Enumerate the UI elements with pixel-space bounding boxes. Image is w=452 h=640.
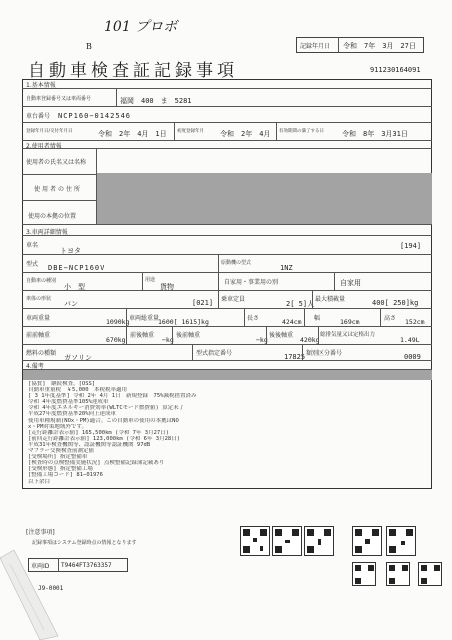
height-value: 152cm (405, 318, 425, 326)
note-line: [検査時の点検整備実施状況] 点検整備記録簿記載あり (28, 460, 165, 467)
bottom-code: J9-0001 (38, 585, 64, 592)
record-date-label: 記録年月日 (300, 43, 331, 50)
use-value: 貨物 (160, 283, 174, 291)
vehicle-id-label: 車両ID (31, 563, 50, 570)
model-label: 型式 (26, 261, 39, 268)
width-value: 169cm (340, 318, 360, 326)
remarks-heading: [注意事項] (26, 529, 55, 536)
section-notes-heading: 4.備考 (26, 363, 44, 370)
engine-label: 原動機の型式 (221, 260, 252, 266)
displacement-label: 総排気量又は定格出力 (320, 332, 376, 338)
redacted-notes-band (23, 370, 432, 380)
vin-label: 車台番号 (26, 113, 51, 120)
rear-front-axle-value: −kg (256, 336, 268, 344)
fuel-label: 燃料の種類 (26, 350, 57, 357)
biz-use-value: 自家用 (340, 279, 361, 287)
front-rear-axle-label: 前後軸重 (130, 332, 155, 339)
class-number-label: 類別区分番号 (306, 350, 343, 357)
qr-code-icon (386, 526, 416, 556)
qr-code-icon (304, 526, 334, 556)
type-designation-label: 型式指定番号 (196, 350, 233, 357)
vehicle-kind-label: 自動車の種別 (26, 278, 57, 284)
note-line: 令和 4年度エネルギー消費効率(WLTCモード燃費値) 算定未了 (28, 405, 185, 412)
tape-scrap-decoration (0, 550, 60, 640)
capacity-label: 乗車定員 (221, 296, 246, 303)
note-line: 以下余白 (28, 478, 51, 485)
front-front-axle-value: 670kg (106, 336, 126, 344)
note-line: 自動車重量税 ￥5,000 本税税率適用 (28, 387, 128, 394)
initial-reg-value: 令和 2年 4月 (220, 130, 271, 138)
width-label: 幅 (314, 315, 321, 322)
vin-value: NCP160−0142546 (58, 112, 132, 120)
notes-block (28, 381, 198, 485)
base-location-label: 使用の本拠の位置 (28, 213, 77, 220)
body-shape-label: 車体の形状 (26, 296, 52, 302)
handwritten-mark: B (86, 42, 92, 51)
first-reg-label: 登録年月日/交付年月日 (26, 129, 73, 134)
reg-number-label: 自動車登録番号又は車両番号 (26, 96, 92, 102)
qr-code-icon (352, 562, 376, 586)
reg-number-value: 福岡 400 ま 5281 (120, 97, 192, 105)
max-load-value: 400[ 250]kg (372, 299, 419, 307)
note-line: 平成31年検査機関等、認証機関等認証機関 97dB (28, 441, 151, 448)
rear-front-axle-label: 後前軸重 (176, 332, 201, 339)
qr-code-icon (352, 526, 382, 556)
first-reg-value: 令和 2年 4月 1日 (98, 130, 167, 138)
type-designation-value: 17825 (284, 353, 306, 361)
note-line: 令和 4年度燃費基準105%達成車 (28, 399, 109, 406)
document-number: 911230164091 (370, 66, 421, 74)
model-value: DBE−NCP160V (48, 264, 106, 272)
user-address-label: 使用者の住所 (34, 186, 83, 193)
note-line: x・PM対策地域外です。 (28, 423, 87, 430)
expiry-label: 有効期間の満了する日 (279, 129, 324, 134)
length-value: 424cm (282, 318, 302, 326)
handwritten-note: 101 プロボ (104, 19, 178, 35)
weight-label: 車両重量 (26, 315, 51, 322)
weight-value: 1090kg (106, 318, 130, 326)
qr-code-icon (418, 562, 442, 586)
front-rear-axle-value: −kg (162, 336, 174, 344)
qr-code-icon (240, 526, 270, 556)
biz-use-label: 自家用・事業用の別 (224, 279, 279, 286)
body-shape-value: バン (64, 300, 78, 308)
remarks-text: 記録事項はシステム登録時点の情報となります (32, 540, 137, 546)
fuel-value: ガソリン (64, 354, 92, 362)
document-title: 自動車検査証記録事項 (28, 61, 238, 81)
height-label: 高さ (384, 315, 397, 322)
section-basic-heading: 1.基本情報 (26, 82, 56, 89)
note-line: [ 3 1年度基準] 令和 2年 4月 1日 新規登録 75%減税措置済み (28, 393, 197, 400)
body-shape-code: [021] (192, 299, 214, 307)
note-line: [受検場所] 指定整備車 (28, 454, 88, 461)
use-label: 用途 (145, 277, 156, 283)
make-code: [194] (400, 242, 422, 250)
displacement-value: 1.49L (400, 336, 420, 344)
expiry-value: 令和 8年 3月31日 (342, 130, 408, 138)
vehicle-id-value: T9464FT3763357 (61, 562, 112, 569)
capacity-value: 2[ 5]人 (286, 300, 315, 308)
section-vehicle-heading: 3.車両詳細情報 (26, 229, 68, 236)
qr-code-icon (386, 562, 410, 586)
redacted-user-info (97, 173, 432, 224)
note-line: 平成27年度燃費基準20%向上達成車 (28, 411, 117, 418)
engine-value: 1NZ (280, 264, 293, 272)
max-load-label: 最大積載量 (315, 296, 346, 303)
class-number-value: 0009 (404, 353, 421, 361)
initial-reg-label: 初度登録年月 (177, 129, 204, 134)
note-line: 使用車種規制(NOx・PM)適合。この自動車の使用の本拠はNO (28, 417, 179, 424)
rear-rear-axle-label: 後後軸重 (269, 332, 294, 339)
rear-rear-axle-value: 420kg (300, 336, 320, 344)
note-line: [受検形態] 指定整備工場 (28, 466, 93, 473)
section-user-heading: 2.使用者情報 (26, 143, 62, 150)
note-line: [前回走行距離計表示値] 123,000km (令和 6年 3月28日) (28, 435, 181, 442)
length-label: 長さ (247, 315, 260, 322)
make-value: トヨタ (60, 247, 81, 255)
user-name-label: 使用者の氏名又は名称 (26, 159, 87, 166)
gross-weight-label: 車両総重量 (129, 315, 160, 322)
note-line: [整備工場コード] 81−01976 (28, 472, 103, 479)
note-line: [協賛] 継続検査。[OSS] (28, 381, 96, 387)
gross-weight-value: 1600[ 1615]kg (158, 318, 209, 326)
qr-code-icon (272, 526, 302, 556)
note-line: マフラー交換検査前測定値 (28, 448, 95, 455)
note-line: [走行距離計表示値] 165,500km (令和 7年 3月27日) (28, 429, 170, 436)
front-front-axle-label: 前前軸重 (26, 332, 51, 339)
vehicle-kind-value: 小 型 (64, 283, 85, 291)
record-date-value: 令和 7年 3月 27日 (343, 42, 416, 50)
make-label: 車名 (26, 242, 39, 249)
